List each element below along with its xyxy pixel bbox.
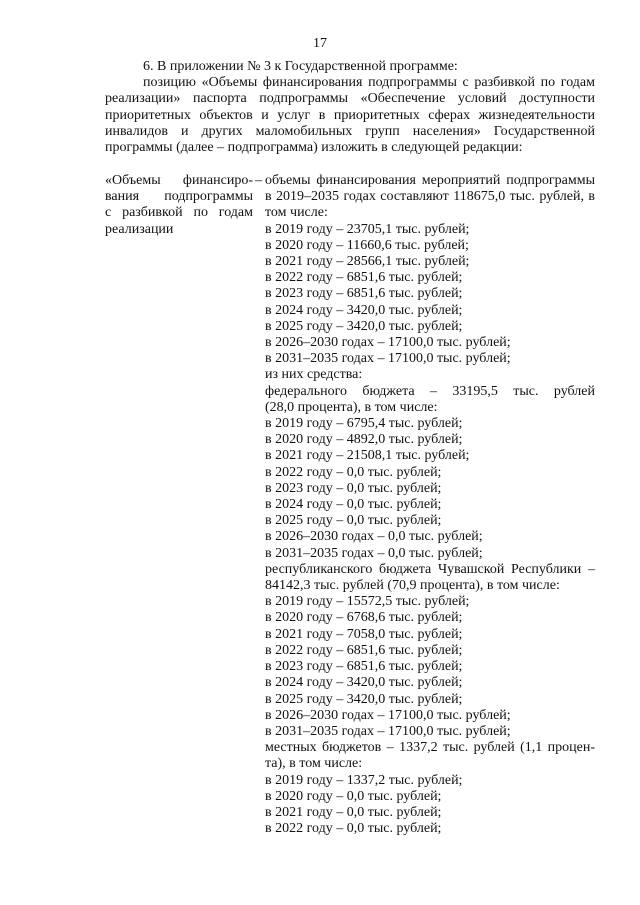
right-line: в 2021 году – 28566,1 тыс. рублей; — [265, 254, 470, 270]
right-line: в 2026–2030 годах – 17100,0 тыс. рублей; — [265, 335, 511, 351]
intro-line-1: 6. В приложении № 3 к Государственной программе: — [143, 59, 458, 74]
right-column — [265, 173, 595, 837]
right-line: (28,0 процента), в том числе: — [265, 399, 438, 415]
right-line: в 2026–2030 годах – 17100,0 тыс. рублей; — [265, 707, 511, 723]
intro-text — [105, 59, 595, 156]
left-line: вания подпрограммы — [105, 189, 253, 205]
left-column — [105, 173, 253, 238]
right-line: в 2020 году – 6768,6 тыс. рублей; — [265, 610, 463, 626]
right-line: в 2024 году – 3420,0 тыс. рублей; — [265, 675, 463, 691]
column-dash: – — [255, 173, 262, 188]
right-line: та), в том числе: — [265, 756, 363, 772]
right-line: в 2026–2030 годах – 0,0 тыс. рублей; — [265, 529, 483, 545]
right-line: в 2020 году – 4892,0 тыс. рублей; — [265, 432, 463, 448]
right-line: республиканского бюджета Чувашской Республики – — [265, 561, 595, 577]
left-line: с разбивкой по годам — [105, 205, 253, 221]
right-line: из них средства: — [265, 367, 363, 383]
right-line: том числе: — [265, 205, 328, 221]
right-line: в 2020 году – 0,0 тыс. рублей; — [265, 788, 442, 804]
page-number: 17 — [313, 36, 327, 51]
right-line: в 2024 году – 0,0 тыс. рублей; — [265, 497, 442, 513]
left-line: реализации — [105, 221, 174, 237]
right-line: в 2023 году – 0,0 тыс. рублей; — [265, 480, 442, 496]
right-line: в 2024 году – 3420,0 тыс. рублей; — [265, 302, 463, 318]
right-line: в 2025 году – 3420,0 тыс. рублей; — [265, 691, 463, 707]
left-line: «Объемы финансиро- — [105, 173, 253, 188]
right-line: в 2019 году – 6795,4 тыс. рублей; — [265, 416, 463, 432]
right-line: в 2021 году – 0,0 тыс. рублей; — [265, 804, 442, 820]
intro-paragraph: позицию «Объемы финансирования подпрограммы с разбивкой по годам реализации» паспорта подпрограммы «Обеспечение условий доступности приоритетных объектов и услуг в приоритетных сферах жизнедеятельности инвалидов и других маломобильных групп населения» Государственной программы (далее – подпрограмма) изложить в следующей редакции: — [105, 75, 595, 156]
right-line: в 2019 году – 23705,1 тыс. рублей; — [265, 221, 470, 237]
right-line: объемы финансирования мероприятий подпрограммы — [265, 173, 595, 188]
right-line: в 2020 году – 11660,6 тыс. рублей; — [265, 237, 469, 253]
right-line: в 2022 году – 6851,6 тыс. рублей; — [265, 642, 463, 658]
right-line: в 2023 году – 6851,6 тыс. рублей; — [265, 286, 463, 302]
right-line: в 2022 году – 0,0 тыс. рублей; — [265, 821, 442, 837]
right-line: в 2031–2035 годах – 17100,0 тыс. рублей; — [265, 723, 511, 739]
right-line: в 2019–2035 годах составляют 118675,0 тыс. рублей, в — [265, 189, 595, 205]
right-line: в 2019 году – 1337,2 тыс. рублей; — [265, 772, 463, 788]
right-line: федерального бюджета – 33195,5 тыс. рублей — [265, 383, 595, 399]
right-line: в 2019 году – 15572,5 тыс. рублей; — [265, 594, 470, 610]
right-line: в 2022 году – 6851,6 тыс. рублей; — [265, 270, 463, 286]
right-line: в 2031–2035 годах – 0,0 тыс. рублей; — [265, 545, 483, 561]
right-line: в 2022 году – 0,0 тыс. рублей; — [265, 464, 442, 480]
right-line: в 2025 году – 3420,0 тыс. рублей; — [265, 318, 463, 334]
right-line: в 2021 году – 7058,0 тыс. рублей; — [265, 626, 463, 642]
right-line: в 2023 году – 6851,6 тыс. рублей; — [265, 659, 463, 675]
right-line: в 2031–2035 годах – 17100,0 тыс. рублей; — [265, 351, 511, 367]
right-line: 84142,3 тыс. рублей (70,9 процента), в том числе: — [265, 578, 560, 594]
right-line: в 2025 году – 0,0 тыс. рублей; — [265, 513, 442, 529]
right-line: местных бюджетов – 1337,2 тыс. рублей (1,1 процен- — [265, 740, 595, 756]
right-line: в 2021 году – 21508,1 тыс. рублей; — [265, 448, 470, 464]
